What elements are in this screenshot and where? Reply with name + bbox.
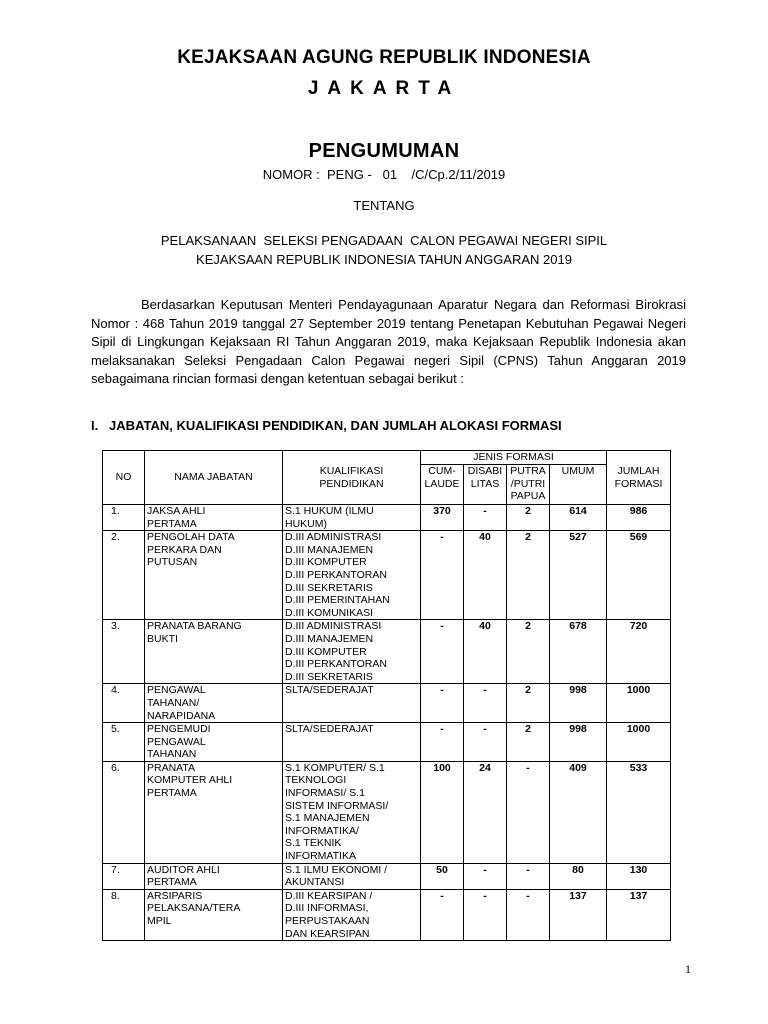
row-umum: 527 [550, 531, 607, 620]
header-kualifikasi: KUALIFIKASI PENDIDIKAN [283, 451, 421, 505]
row-kualifikasi: D.III ADMINISTRASI D.III MANAJEMEN D.III KOMPUTER D.III PERKANTORAN D.III SEKRETARIS D.III PEMERINTAHAN D.III KOMUNIKASI [283, 531, 421, 620]
institution-title: KEJAKSAAN AGUNG REPUBLIK INDONESIA [177, 47, 591, 68]
row-jumlah: 533 [607, 761, 671, 863]
row-disabilitas: 24 [464, 761, 507, 863]
row-kualifikasi: SLTA/SEDERAJAT [283, 684, 421, 723]
row-cumlaude: - [421, 889, 464, 940]
row-nama-jabatan: AUDITOR AHLI PERTAMA [145, 863, 283, 889]
row-no: 6. [103, 761, 145, 863]
row-umum: 998 [550, 723, 607, 762]
row-no: 3. [103, 620, 145, 684]
row-jumlah: 986 [607, 505, 671, 531]
header-cumlaude: CUM- LAUDE [421, 465, 464, 505]
row-no: 8. [103, 889, 145, 940]
section-title: I. JABATAN, KUALIFIKASI PENDIDIKAN, DAN JUMLAH ALOKASI FORMASI [91, 418, 562, 433]
header-nama-jabatan: NAMA JABATAN [145, 451, 283, 505]
row-cumlaude: - [421, 684, 464, 723]
header-jenis-formasi: JENIS FORMASI [421, 451, 607, 465]
row-cumlaude: 370 [421, 505, 464, 531]
page-number: 1 [685, 962, 691, 976]
row-kualifikasi: S.1 HUKUM (ILMU HUKUM) [283, 505, 421, 531]
row-nama-jabatan: PENGEMUDI PENGAWAL TAHANAN [145, 723, 283, 762]
row-umum: 614 [550, 505, 607, 531]
row-umum: 80 [550, 863, 607, 889]
row-nama-jabatan: ARSIPARIS PELAKSANA/TERA MPIL [145, 889, 283, 940]
header-jumlah-formasi: JUMLAH FORMASI [607, 451, 671, 505]
row-disabilitas: - [464, 889, 507, 940]
row-cumlaude: - [421, 723, 464, 762]
row-jumlah: 137 [607, 889, 671, 940]
row-no: 7. [103, 863, 145, 889]
header-no: NO [103, 451, 145, 505]
row-disabilitas: 40 [464, 620, 507, 684]
row-disabilitas: - [464, 684, 507, 723]
row-jumlah: 130 [607, 863, 671, 889]
table-row [103, 889, 671, 940]
row-disabilitas: 40 [464, 531, 507, 620]
row-jumlah: 569 [607, 531, 671, 620]
row-jumlah: 720 [607, 620, 671, 684]
row-umum: 137 [550, 889, 607, 940]
header-putra-papua: PUTRA /PUTRI PAPUA [507, 465, 550, 505]
row-nama-jabatan: JAKSA AHLI PERTAMA [145, 505, 283, 531]
row-no: 2. [103, 531, 145, 620]
document-title: PENGUMUMAN [308, 140, 460, 162]
row-putra-papua: 2 [507, 505, 550, 531]
row-putra-papua: 2 [507, 684, 550, 723]
row-putra-papua: - [507, 889, 550, 940]
row-jumlah: 1000 [607, 723, 671, 762]
row-kualifikasi: S.1 KOMPUTER/ S.1 TEKNOLOGI INFORMASI/ S.1 SISTEM INFORMASI/ S.1 MANAJEMEN INFORMATIKA/ S.1 TEKNIK INFORMATIKA [283, 761, 421, 863]
header-umum: UMUM [550, 465, 607, 505]
table-row [103, 761, 671, 863]
row-nama-jabatan: PRANATA KOMPUTER AHLI PERTAMA [145, 761, 283, 863]
table-row [103, 723, 671, 762]
row-putra-papua: 2 [507, 620, 550, 684]
row-nama-jabatan: PRANATA BARANG BUKTI [145, 620, 283, 684]
row-no: 5. [103, 723, 145, 762]
table-row [103, 531, 671, 620]
table-row [103, 863, 671, 889]
city-title: JAKARTA [307, 78, 461, 99]
document-number: NOMOR : PENG - 01 /C/Cp.2/11/2019 [262, 167, 506, 182]
row-no: 1. [103, 505, 145, 531]
row-kualifikasi: S.1 ILMU EKONOMI / AKUNTANSI [283, 863, 421, 889]
row-cumlaude: 50 [421, 863, 464, 889]
subject-line-1: PELAKSANAAN SELEKSI PENGADAAN CALON PEGAWAI NEGERI SIPIL [160, 233, 608, 248]
row-cumlaude: 100 [421, 761, 464, 863]
intro-paragraph: Berdasarkan Keputusan Menteri Pendayagunaan Aparatur Negara dan Reformasi Birokrasi Nomor : 468 Tahun 2019 tanggal 27 September 2019 tentang Penetapan Kebutuhan Pegawai Negeri Sipil di Lingkungan Kejaksaan RI Tahun Anggaran 2019, maka Kejaksaan Republik Indonesia akan melaksanakan Seleksi Pengadaan Calon Pegawai negeri Sipil (CPNS) Tahun Anggaran 2019 sebagaimana rincian formasi dengan ketentuan sebagai berikut : [91, 297, 686, 387]
row-umum: 998 [550, 684, 607, 723]
subject-line-2: KEJAKSAAN REPUBLIK INDONESIA TAHUN ANGGARAN 2019 [196, 252, 572, 267]
row-nama-jabatan: PENGAWAL TAHANAN/ NARAPIDANA [145, 684, 283, 723]
table-row [103, 620, 671, 684]
row-putra-papua: 2 [507, 531, 550, 620]
row-putra-papua: - [507, 863, 550, 889]
row-kualifikasi: D.III KEARSIPAN / D.III INFORMASI, PERPUSTAKAAN DAN KEARSIPAN [283, 889, 421, 940]
row-umum: 409 [550, 761, 607, 863]
row-disabilitas: - [464, 723, 507, 762]
row-kualifikasi: SLTA/SEDERAJAT [283, 723, 421, 762]
row-putra-papua: - [507, 761, 550, 863]
row-disabilitas: - [464, 505, 507, 531]
row-jumlah: 1000 [607, 684, 671, 723]
tentang-label: TENTANG [353, 198, 415, 213]
row-umum: 678 [550, 620, 607, 684]
header-disabilitas: DISABI LITAS [464, 465, 507, 505]
row-putra-papua: 2 [507, 723, 550, 762]
row-nama-jabatan: PENGOLAH DATA PERKARA DAN PUTUSAN [145, 531, 283, 620]
row-cumlaude: - [421, 620, 464, 684]
row-cumlaude: - [421, 531, 464, 620]
row-no: 4. [103, 684, 145, 723]
table-row [103, 505, 671, 531]
row-disabilitas: - [464, 863, 507, 889]
formasi-table [102, 450, 671, 941]
table-row [103, 684, 671, 723]
row-kualifikasi: D.III ADMINISTRASI D.III MANAJEMEN D.III KOMPUTER D.III PERKANTORAN D.III SEKRETARIS [283, 620, 421, 684]
